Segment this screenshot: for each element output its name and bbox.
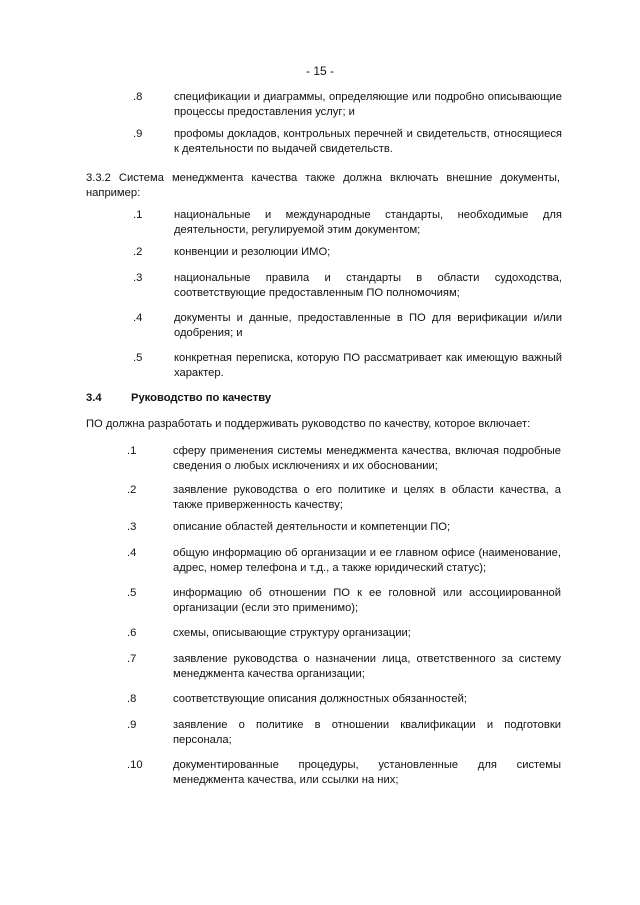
item-number: .2 — [127, 484, 137, 496]
item-number: .3 — [133, 272, 143, 284]
item-number: .10 — [127, 759, 143, 771]
item-text: схемы, описывающие структуру организации; — [173, 627, 411, 639]
item-number: .7 — [127, 653, 137, 665]
section-title: Руководство по качеству — [131, 392, 272, 404]
item-text: национальные и международные стандарты, необходимые для деятельности, регулируемой этим документом; — [174, 209, 562, 236]
item-number: .1 — [133, 209, 143, 221]
item-number: .8 — [133, 91, 143, 103]
item-text: информацию об отношении ПО к ее головной или ассоциированной организации (если это применимо); — [173, 587, 561, 614]
item-number: .1 — [127, 445, 137, 457]
item-text: описание областей деятельности и компетенции ПО; — [173, 521, 451, 533]
paragraph-3-3-2: 3.3.2 Система менеджмента качества также должна включать внешние документы, например: — [86, 172, 560, 199]
item-number: .9 — [127, 719, 137, 731]
item-text: профомы докладов, контрольных перечней и свидетельств, относящиеся к деятельности по выдачей свидетельств. — [174, 128, 562, 155]
page-number: - 15 - — [305, 64, 334, 78]
item-text: заявление о политике в отношении квалификации и подготовки персонала; — [173, 719, 561, 746]
item-text: общую информацию об организации и ее главном офисе (наименование, адрес, номер телефона и т.д., а также юридический статус); — [173, 547, 561, 574]
item-number: .3 — [127, 521, 137, 533]
item-text: конвенции и резолюции ИМО; — [174, 246, 331, 258]
item-text: национальные правила и стандарты в области судоходства, соответствующие предоставленным ПО полномочиям; — [174, 272, 562, 299]
item-text: соответствующие описания должностных обязанностей; — [173, 693, 467, 705]
item-text: спецификации и диаграммы, определяющие или подробно описывающие процессы предоставления услуг; и — [174, 91, 562, 118]
item-text: конкретная переписка, которую ПО рассматривает как имеющую важный характер. — [174, 352, 562, 379]
item-number: .8 — [127, 693, 137, 705]
item-text: документированные процедуры, установленные для системы менеджмента качества, или ссылки на них; — [173, 759, 561, 786]
item-text: документы и данные, предоставленные в ПО для верификации и/или одобрения; и — [174, 312, 562, 339]
item-number: .5 — [133, 352, 143, 364]
item-number: .5 — [127, 587, 137, 599]
item-text: заявление руководства о назначении лица, ответственного за систему менеджмента качества организации; — [173, 653, 561, 680]
item-text: заявление руководства о его политике и целях в области качества, а также приверженность качеству; — [173, 484, 561, 511]
section-number: 3.4 — [86, 392, 102, 404]
item-number: .9 — [133, 128, 143, 140]
paragraph-3-4: ПО должна разработать и поддерживать руководство по качеству, которое включает: — [86, 418, 531, 430]
item-text: сферу применения системы менеджмента качества, включая подробные сведения о любых исключениях и их обосновании; — [173, 445, 561, 472]
item-number: .2 — [133, 246, 143, 258]
item-number: .4 — [127, 547, 137, 559]
item-number: .4 — [133, 312, 143, 324]
item-number: .6 — [127, 627, 137, 639]
